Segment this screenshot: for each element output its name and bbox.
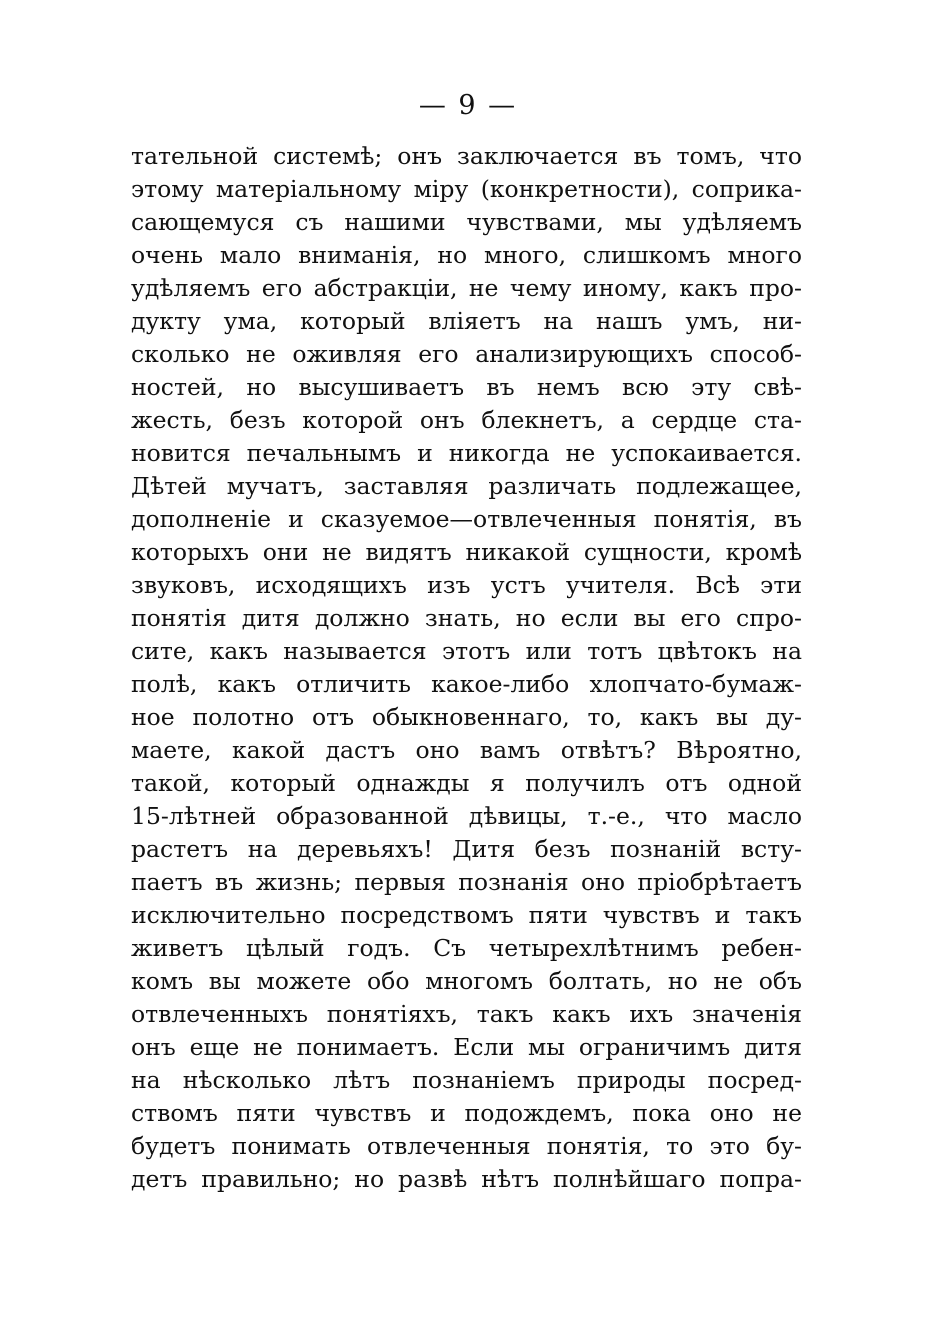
text-line: удѣляемъ его абстракціи, не чему иному, какъ про- <box>131 274 802 302</box>
text-line: онъ еще не понимаетъ. Если мы ограничимъ дитя <box>131 1033 802 1061</box>
text-line: жесть, безъ которой онъ блекнетъ, а сердце ста- <box>131 406 802 434</box>
text-line: такой, который однажды я получилъ отъ одной <box>131 769 802 797</box>
text-line: сите, какъ называется этотъ или тотъ цвѣтокъ на <box>131 637 802 665</box>
text-line: сколько не оживляя его анализирующихъ способ- <box>131 340 802 368</box>
text-line: понятія дитя должно знать, но если вы его спро- <box>131 604 802 632</box>
text-line: ствомъ пяти чувствъ и подождемъ, пока оно не <box>131 1099 802 1127</box>
body-text <box>131 140 802 1196</box>
text-line: дополненіе и сказуемое—отвлеченныя понятія, въ <box>131 505 802 533</box>
text-line: растетъ на деревьяхъ! Дитя безъ познаній всту- <box>131 835 802 863</box>
text-line: ностей, но высушиваетъ въ немъ всю эту свѣ- <box>131 373 802 401</box>
text-line: паетъ въ жизнь; первыя познанія оно пріобрѣтаетъ <box>131 868 802 896</box>
text-line: сающемуся съ нашими чувствами, мы удѣляемъ <box>131 208 802 236</box>
text-line: новится печальнымъ и никогда не успокаивается. <box>131 439 802 467</box>
page-number: — 9 — <box>418 90 518 121</box>
text-line: полѣ, какъ отличить какое-либо хлопчато-бумаж- <box>131 670 802 698</box>
text-line: этому матеріальному міру (конкретности), соприка- <box>131 175 802 203</box>
text-line: детъ правильно; но развѣ нѣтъ полнѣйшаго попра- <box>131 1165 802 1193</box>
text-line: на нѣсколько лѣтъ познаніемъ природы посред- <box>131 1066 802 1094</box>
text-line: которыхъ они не видятъ никакой сущности, кромѣ <box>131 538 802 566</box>
text-line: живетъ цѣлый годъ. Съ четырехлѣтнимъ ребен- <box>131 934 802 962</box>
text-line: тательной системѣ; онъ заключается въ томъ, что <box>131 142 802 170</box>
text-line: комъ вы можете обо многомъ болтать, но не объ <box>131 967 802 995</box>
text-line: маете, какой дастъ оно вамъ отвѣтъ? Вѣроятно, <box>131 736 802 764</box>
text-line: отвлеченныхъ понятіяхъ, такъ какъ ихъ значенія <box>131 1000 802 1028</box>
text-line: Дѣтей мучатъ, заставляя различать подлежащее, <box>131 472 802 500</box>
text-line: 15-лѣтней образованной дѣвицы, т.-е., что масло <box>131 802 802 830</box>
text-line: ное полотно отъ обыкновеннаго, то, какъ вы ду- <box>131 703 802 731</box>
text-line: очень мало вниманія, но много, слишкомъ много <box>131 241 802 269</box>
text-line: будетъ понимать отвлеченныя понятія, то это бу- <box>131 1132 802 1160</box>
text-line: звуковъ, исходящихъ изъ устъ учителя. Всѣ эти <box>131 571 802 599</box>
text-line: дукту ума, который вліяетъ на нашъ умъ, ни- <box>131 307 802 335</box>
text-line: исключительно посредствомъ пяти чувствъ и такъ <box>131 901 802 929</box>
